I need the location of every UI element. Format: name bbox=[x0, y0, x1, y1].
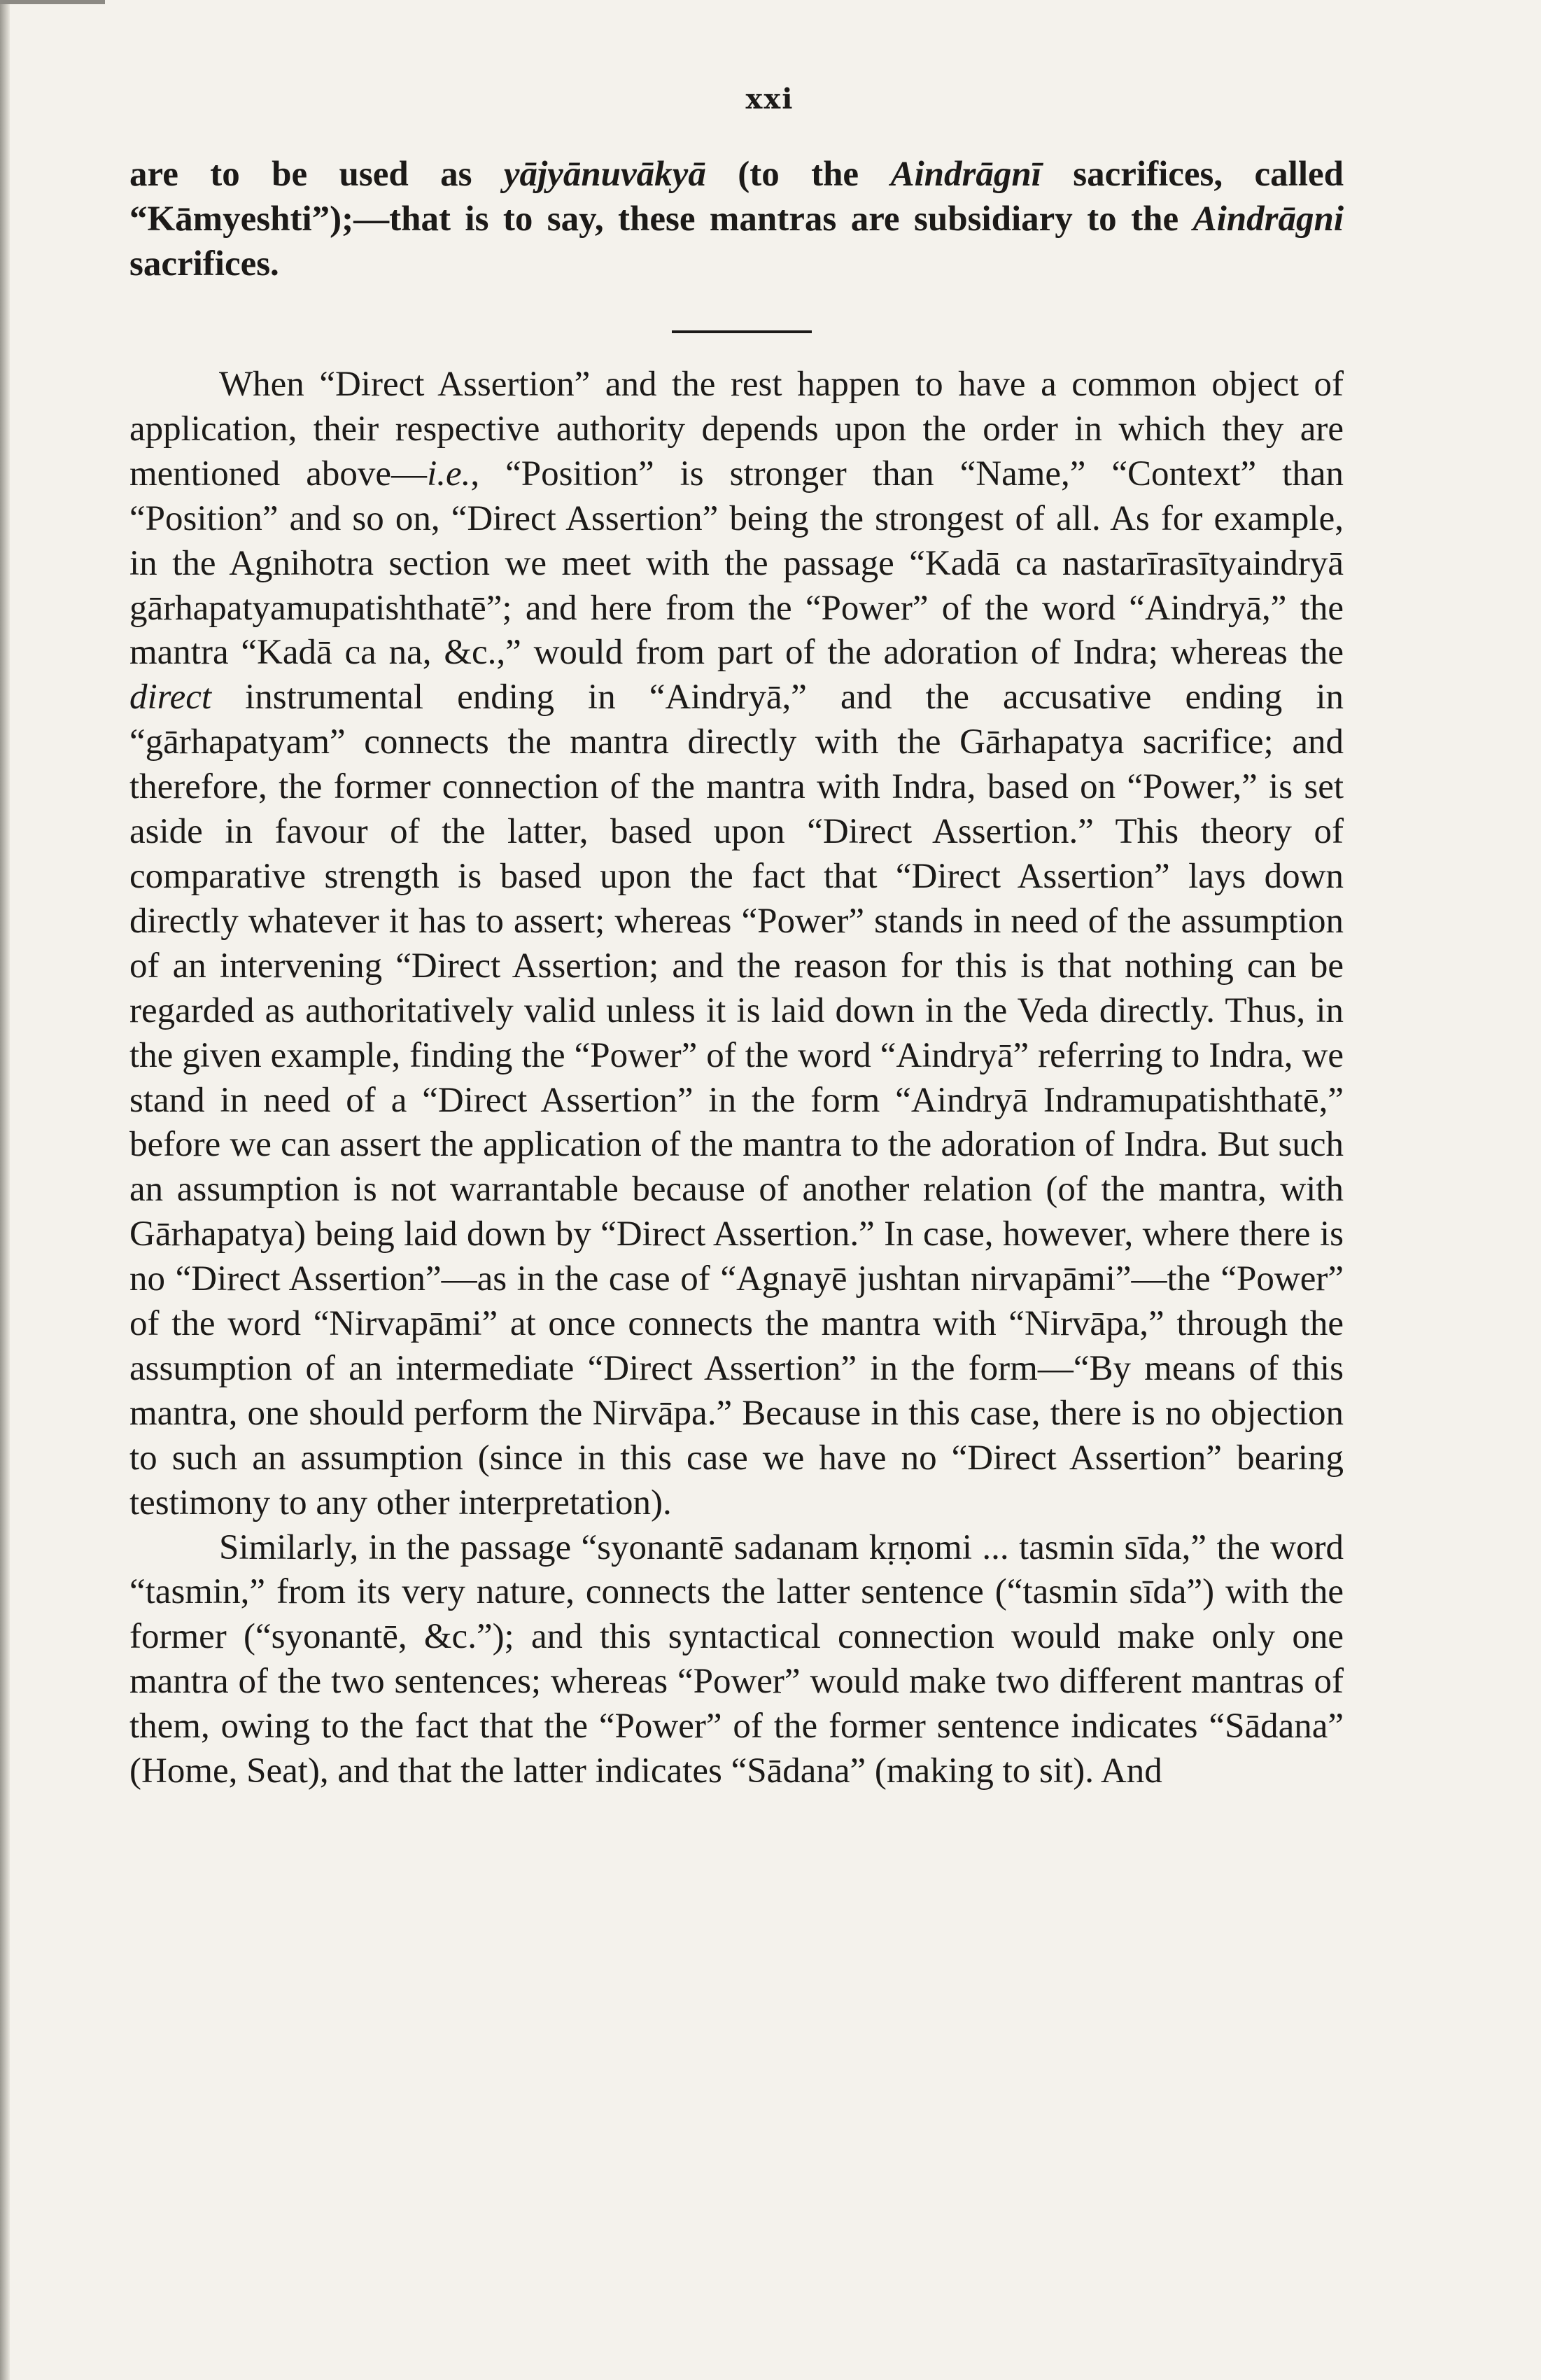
paragraph-similarly: Similarly, in the passage “syonantē sadanam kṛṇomi ... tasmin sīda,” the word “tasmin,” from its very nature, connects the latter sentence (“tasmin sīda”) with the former (“syonantē, &c.”); and this syntactical connection would make only one mantra of the two sentences; whereas “Power” would make two different mantras of them, owing to the fact that the “Power” of the former sentence indicates “Sādana” (Home, Seat), and that the latter indicates “Sādana” (making to sit). And bbox=[129, 1527, 1344, 1791]
section-divider bbox=[672, 330, 812, 333]
italic-term: yājyānuvākyā bbox=[503, 155, 706, 194]
italic-term: Aindrāgnī bbox=[890, 155, 1041, 194]
page-number: xxi bbox=[745, 83, 794, 115]
opening-paragraph: are to be used as yājyānuvākyā (to the Aindrāgnī sacrifices, called “Kāmyeshti”);—that is to say, these mantras are subsidiary to the Aindrāgni sacrifices. bbox=[129, 155, 1344, 284]
page-corner-mark bbox=[0, 0, 105, 4]
italic-term: direct bbox=[129, 678, 212, 718]
page-edge-shadow bbox=[0, 0, 10, 2380]
italic-term: Aindrāgni bbox=[1192, 199, 1344, 239]
italic-term: i.e. bbox=[427, 454, 471, 493]
paragraph-direct-assertion: When “Direct Assertion” and the rest happen to have a common object of application, their respective authority depends upon the order in which they are mentioned above—i.e., “Position” is stronger than “Name,” “Context” than “Position” and so on, “Direct Assertion” being the strongest of all. As for example, in the Agnihotra section we meet with the passage “Kadā ca nastarīrasītyaindryā gārhapatyamupatishthatē”; and here from the “Power” of the word “Aindryā,” the mantra “Kadā ca na, &c.,” would from part of the adoration of Indra; whereas the direct instrumental ending in “Aindryā,” and the accusative ending in “gārhapatyam” connects the mantra directly with the Gārhapatya sacrifice; and therefore, the former connection of the mantra with Indra, based on “Power,” is set aside in favour of the latter, based upon “Direct Assertion.” This theory of comparative strength is based upon the fact that “Direct Assertion” lays down directly whatever it has to assert; whereas “Power” stands in need of the assumption of an intervening “Direct Assertion; and the reason for this is that nothing can be regarded as authoritatively valid unless it is laid down in the Veda directly. Thus, in the given example, finding the “Power” of the word “Aindryā” referring to Indra, we stand in need of a “Direct Assertion” in the form “Aindryā Indramupatishthatē,” before we can assert the application of the mantra to the adoration of Indra. But such an assumption is not warrantable because of another relation (of the mantra, with Gārhapatya) being laid down by “Direct Assertion.” In case, however, where there is no “Direct Assertion”—as in the case of “Agnayē jushtan nirvapāmi”—the “Power” of the word “Nirvapāmi” at once connects the mantra with “Nirvāpa,” through the assumption of an intermediate “Direct Assertion” in the form—“By means of this mantra, one should perform the Nirvāpa.” Because in this case, there is no objection to such an assumption (since in this case we have no “Direct Assertion” bearing testimony to any other interpretation). bbox=[129, 365, 1344, 1522]
main-text bbox=[129, 363, 1344, 1794]
